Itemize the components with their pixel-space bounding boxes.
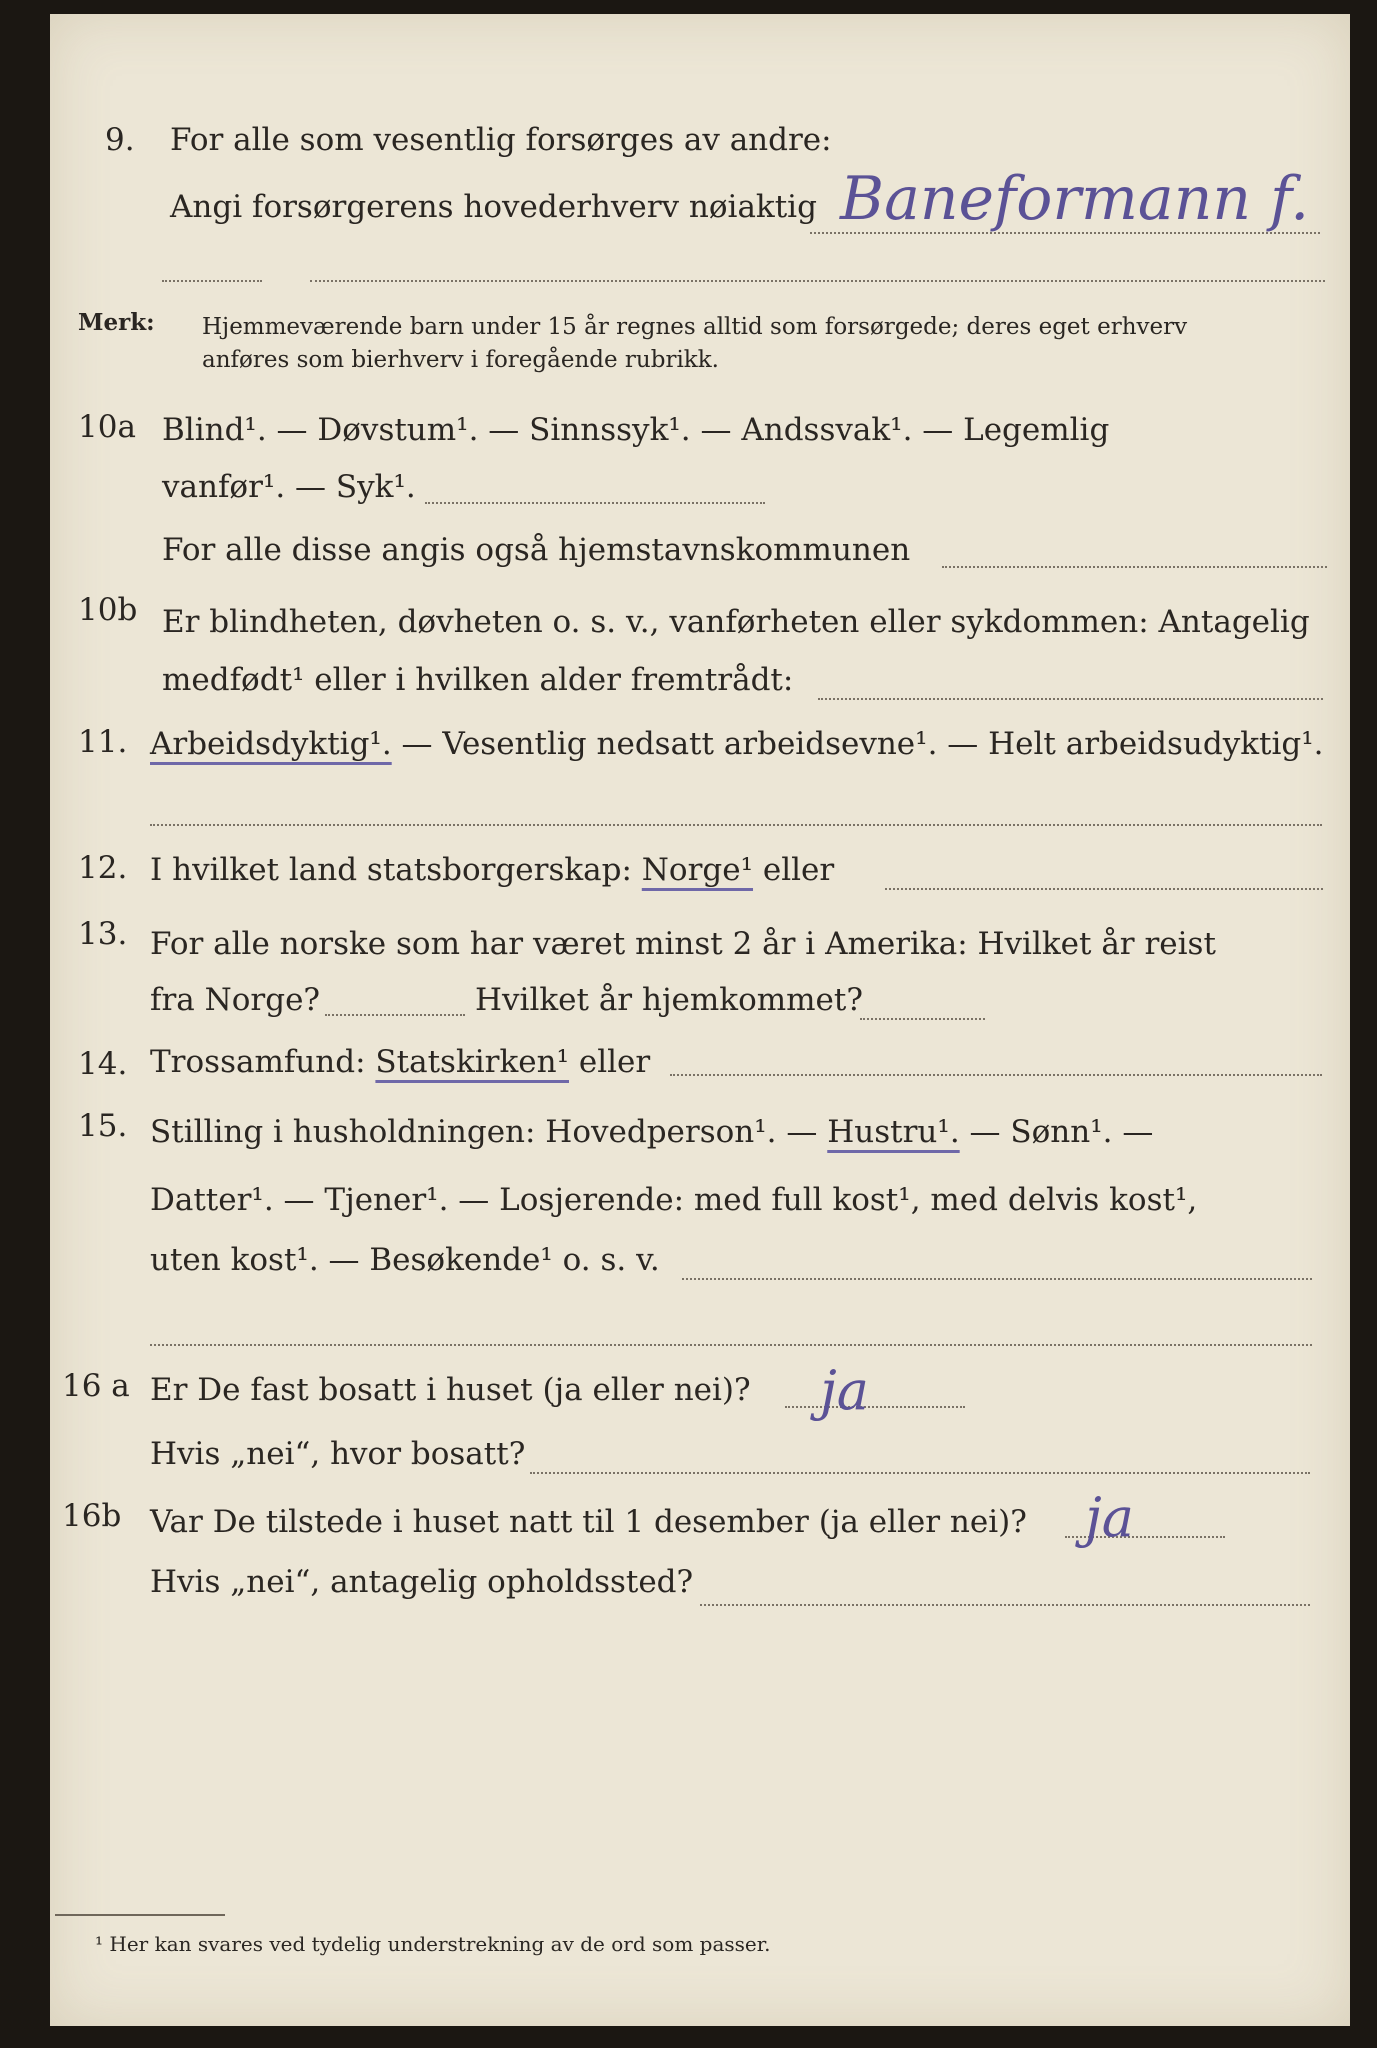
q9-extra-line-b [310, 280, 1325, 282]
q15-line1-post: — Sønn¹. — [959, 1114, 1154, 1150]
census-form-page [50, 14, 1350, 2026]
merk-line2: anføres som bierhverv i foregående rubrikk. [202, 347, 719, 373]
q9-line1: For alle som vesentlig forsørges av andre: [170, 122, 832, 158]
q16a-answer-line [785, 1406, 965, 1408]
q13-number: 13. [78, 916, 128, 952]
q10b-answer-line [818, 698, 1323, 700]
q16b-answer-handwriting: ja [1085, 1486, 1134, 1549]
footnote-rule [55, 1914, 225, 1916]
q12-number: 12. [78, 850, 128, 886]
q9-answer-handwriting: Baneformann f. [840, 164, 1310, 234]
merk-label: Merk: [78, 309, 155, 336]
q15-line1-pre: Stilling i husholdningen: Hovedperson¹. — [150, 1114, 828, 1150]
q12-marked-option: Norge¹ [641, 852, 754, 888]
q14-pre: Trossamfund: [150, 1044, 376, 1080]
q12-post: eller [753, 852, 835, 888]
q15-number: 15. [78, 1108, 128, 1144]
merk-line1: Hjemmeværende barn under 15 år regnes alltid som forsørgede; deres eget erhverv [202, 314, 1188, 340]
q12-pre: I hvilket land statsborgerskap: [150, 852, 642, 888]
q16b-line2: Hvis „nei“, antagelig opholdssted? [150, 1564, 694, 1600]
q13-line2b: Hvilket år hjemkommet? [475, 982, 863, 1018]
q16a-where-line [530, 1472, 1310, 1474]
q12-answer-line [885, 888, 1323, 890]
footnote-text: ¹ Her kan svares ved tydelig understrekning av de ord som passer. [95, 1932, 771, 1956]
q15-line2: Datter¹. — Tjener¹. — Losjerende: med full kost¹, med delvis kost¹, [150, 1182, 1198, 1218]
q11-answer-line [150, 824, 1322, 826]
q16a-line1: Er De fast bosatt i huset (ja eller nei)? [150, 1372, 751, 1408]
q13-left-year-line [325, 1014, 465, 1016]
q10a-home-line [942, 566, 1327, 568]
q11-rest: — Vesentlig nedsatt arbeidsevne¹. — Helt arbeidsudyktig¹. [391, 726, 1324, 762]
q16a-answer-handwriting: ja [820, 1359, 869, 1422]
q13-line1: For alle norske som har været minst 2 år i Amerika: Hvilket år reist [150, 926, 1216, 962]
q11-number: 11. [78, 724, 128, 760]
q16b-line1: Var De tilstede i huset natt til 1 desember (ja eller nei)? [150, 1504, 1027, 1540]
q15-marked-option: Hustru¹. [827, 1114, 960, 1150]
q11-line [150, 726, 1324, 762]
q10a-line1: Blind¹. — Døvstum¹. — Sinnssyk¹. — Andssvak¹. — Legemlig [162, 412, 1110, 448]
q9-line2: Angi forsørgerens hovederhverv nøiaktig [170, 189, 817, 225]
q14-answer-line [670, 1074, 1322, 1076]
q9-extra-line-a [162, 280, 262, 282]
q11-marked-option: Arbeidsdyktig¹. [150, 726, 392, 762]
q13-line2a: fra Norge? [150, 982, 321, 1018]
q15-line1 [150, 1114, 1153, 1150]
q16a-number: 16 a [62, 1368, 130, 1404]
q10a-answer-line [425, 502, 765, 504]
q15-extra-line [150, 1344, 1312, 1346]
q10b-number: 10b [78, 592, 138, 628]
q15-line3: uten kost¹. — Besøkende¹ o. s. v. [150, 1242, 660, 1278]
q9-number: 9. [105, 122, 135, 158]
q10b-line2: medfødt¹ eller i hvilken alder fremtrådt: [162, 662, 794, 698]
q16b-where-line [700, 1604, 1310, 1606]
q14-line [150, 1044, 650, 1080]
q13-return-year-line [860, 1018, 985, 1020]
q10a-number: 10a [78, 409, 136, 445]
q14-marked-option: Statskirken¹ [375, 1044, 569, 1080]
q10a-line2: vanfør¹. — Syk¹. [162, 469, 416, 505]
q10b-line1: Er blindheten, døvheten o. s. v., vanførheten eller sykdommen: Antagelig [162, 604, 1310, 640]
q16a-line2: Hvis „nei“, hvor bosatt? [150, 1436, 526, 1472]
q10a-line3: For alle disse angis også hjemstavnskommunen [162, 532, 911, 568]
q14-number: 14. [78, 1046, 128, 1082]
q14-post: eller [569, 1044, 651, 1080]
q15-answer-line [682, 1278, 1312, 1280]
q16b-number: 16b [62, 1498, 122, 1534]
q12-line [150, 852, 834, 888]
